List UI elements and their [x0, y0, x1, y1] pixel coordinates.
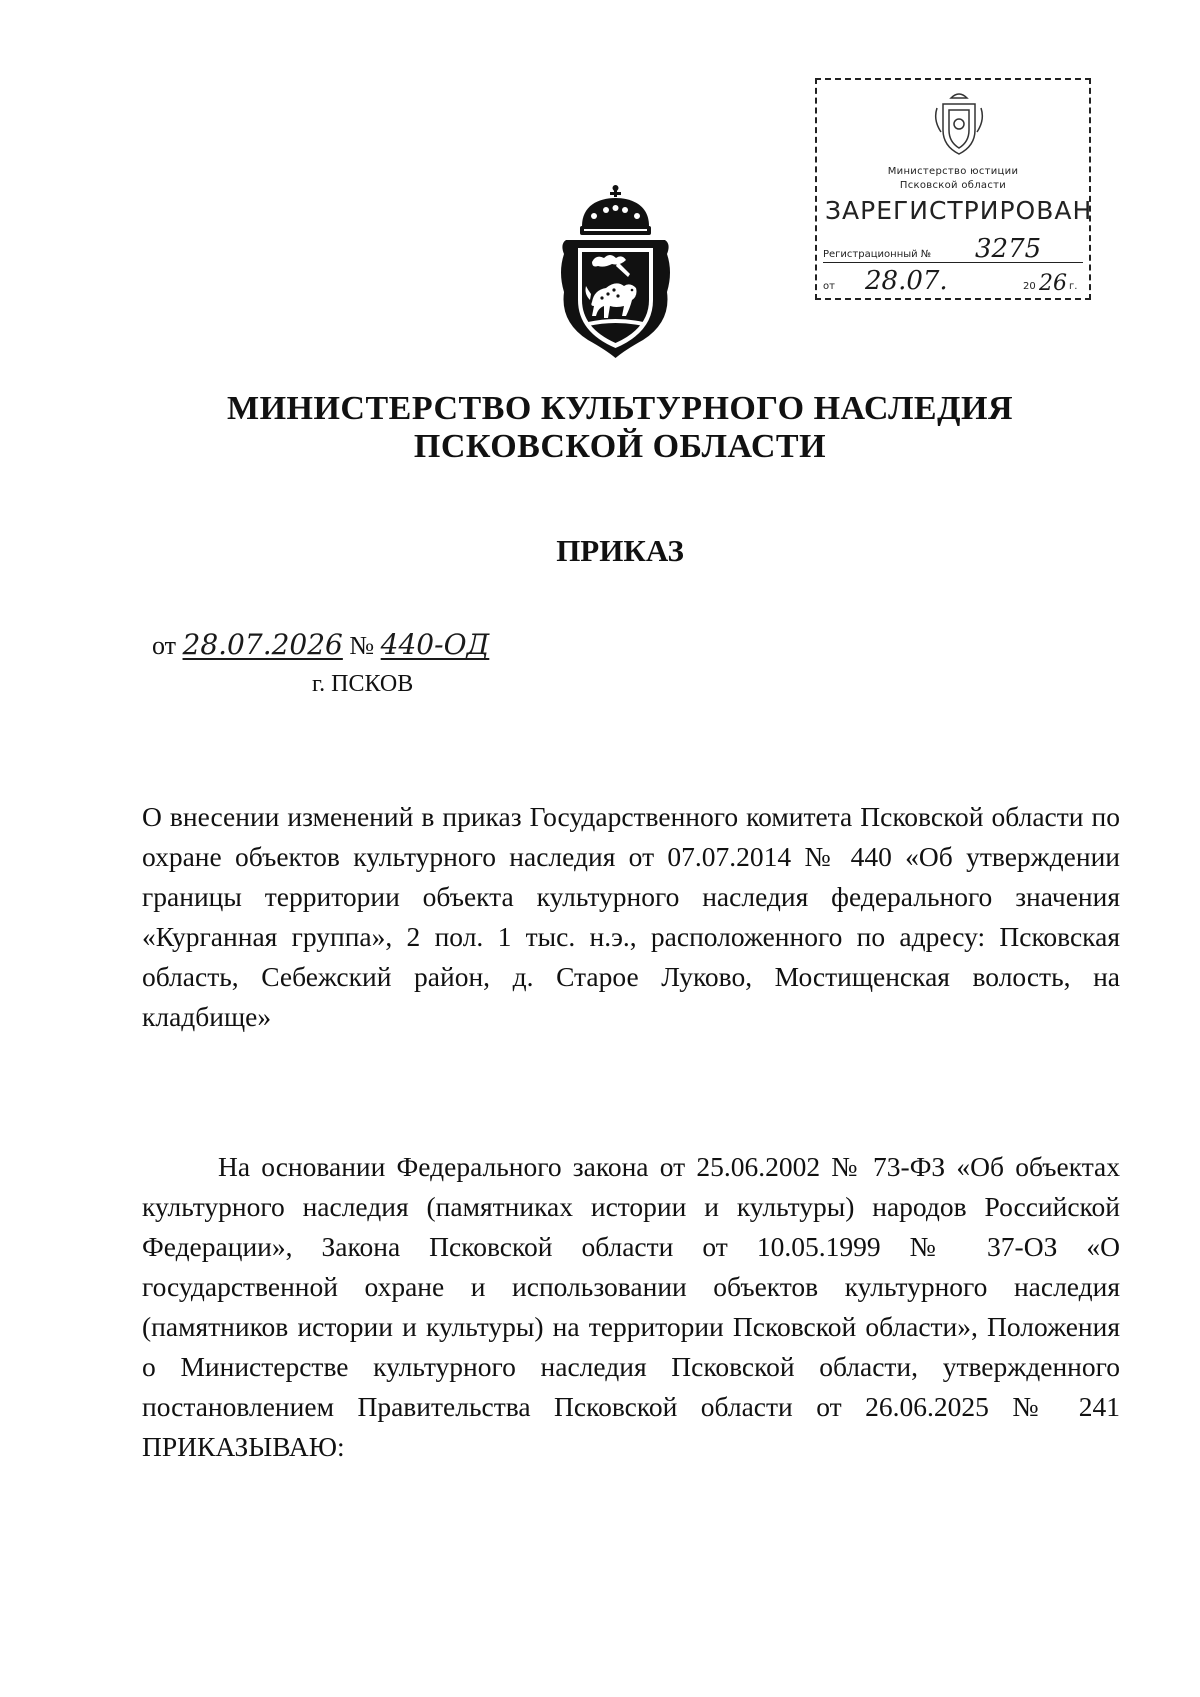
- order-city: г. ПСКОВ: [312, 671, 414, 697]
- order-subject: О внесении изменений в приказ Государственного комитета Псковской области по охране объектов культурного наследия от 07.07.2014 № 440 «Об утверждении границы территории объекта культурного наследия федерального значения «Курганная группа», 2 пол. 1 тыс. н.э., расположенного по адресу: Псковская область, Себежский район, д. Старое Луково, Мостищенская волость, на кладбище»: [142, 801, 1120, 1032]
- stamp-org-line1: Министерство юстиции: [887, 166, 1019, 177]
- stamp-registered-title: ЗАРЕГИСТРИРОВАН: [825, 196, 1093, 225]
- stamp-date-row: [823, 268, 1083, 294]
- stamp-reg-number: 3275: [975, 234, 1042, 264]
- ministry-name-line2: ПСКОВСКОЙ ОБЛАСТИ: [413, 428, 827, 465]
- order-preamble-paragraph: На основании Федерального закона от 25.06.2002 № 73-ФЗ «Об объектах культурного наследия (памятниках истории и культуры) народов Российской Федерации», Закона Псковской области от 10.05.1999 № 37-ОЗ «О государственной охране и использовании объектов культурного наследия (памятников истории и культуры) на территории Псковской области», Положения о Министерстве культурного наследия Псковской области, утвержденного постановлением Правительства Псковской области от 26.06.2025 № 241 ПРИКАЗЫВАЮ:: [142, 1151, 1120, 1462]
- stamp-emblem-icon: [929, 88, 989, 158]
- stamp-year-suffix: 26: [1039, 271, 1067, 296]
- ministry-name-line1: МИНИСТЕРСТВО КУЛЬТУРНОГО НАСЛЕДИЯ: [226, 390, 1013, 427]
- order-number-prefix: №: [349, 631, 375, 660]
- stamp-date-prefix: от: [823, 281, 835, 292]
- order-date: 28.07.2026: [182, 628, 343, 661]
- stamp-reg-number-row: [823, 236, 1083, 263]
- stamp-year-prefix: 20: [1023, 281, 1036, 292]
- order-number-line: [152, 628, 489, 661]
- order-number: 440-ОД: [380, 628, 490, 661]
- document-type-title: ПРИКАЗ: [556, 533, 684, 568]
- order-date-prefix: от: [152, 631, 177, 660]
- stamp-year-unit: г.: [1069, 281, 1078, 292]
- stamp-date-value: 28.07.: [865, 266, 948, 296]
- stamp-reg-label: Регистрационный №: [823, 249, 932, 260]
- registration-stamp: [815, 78, 1091, 300]
- stamp-org-line2: Псковской области: [899, 180, 1007, 191]
- coat-of-arms-emblem: [558, 182, 673, 362]
